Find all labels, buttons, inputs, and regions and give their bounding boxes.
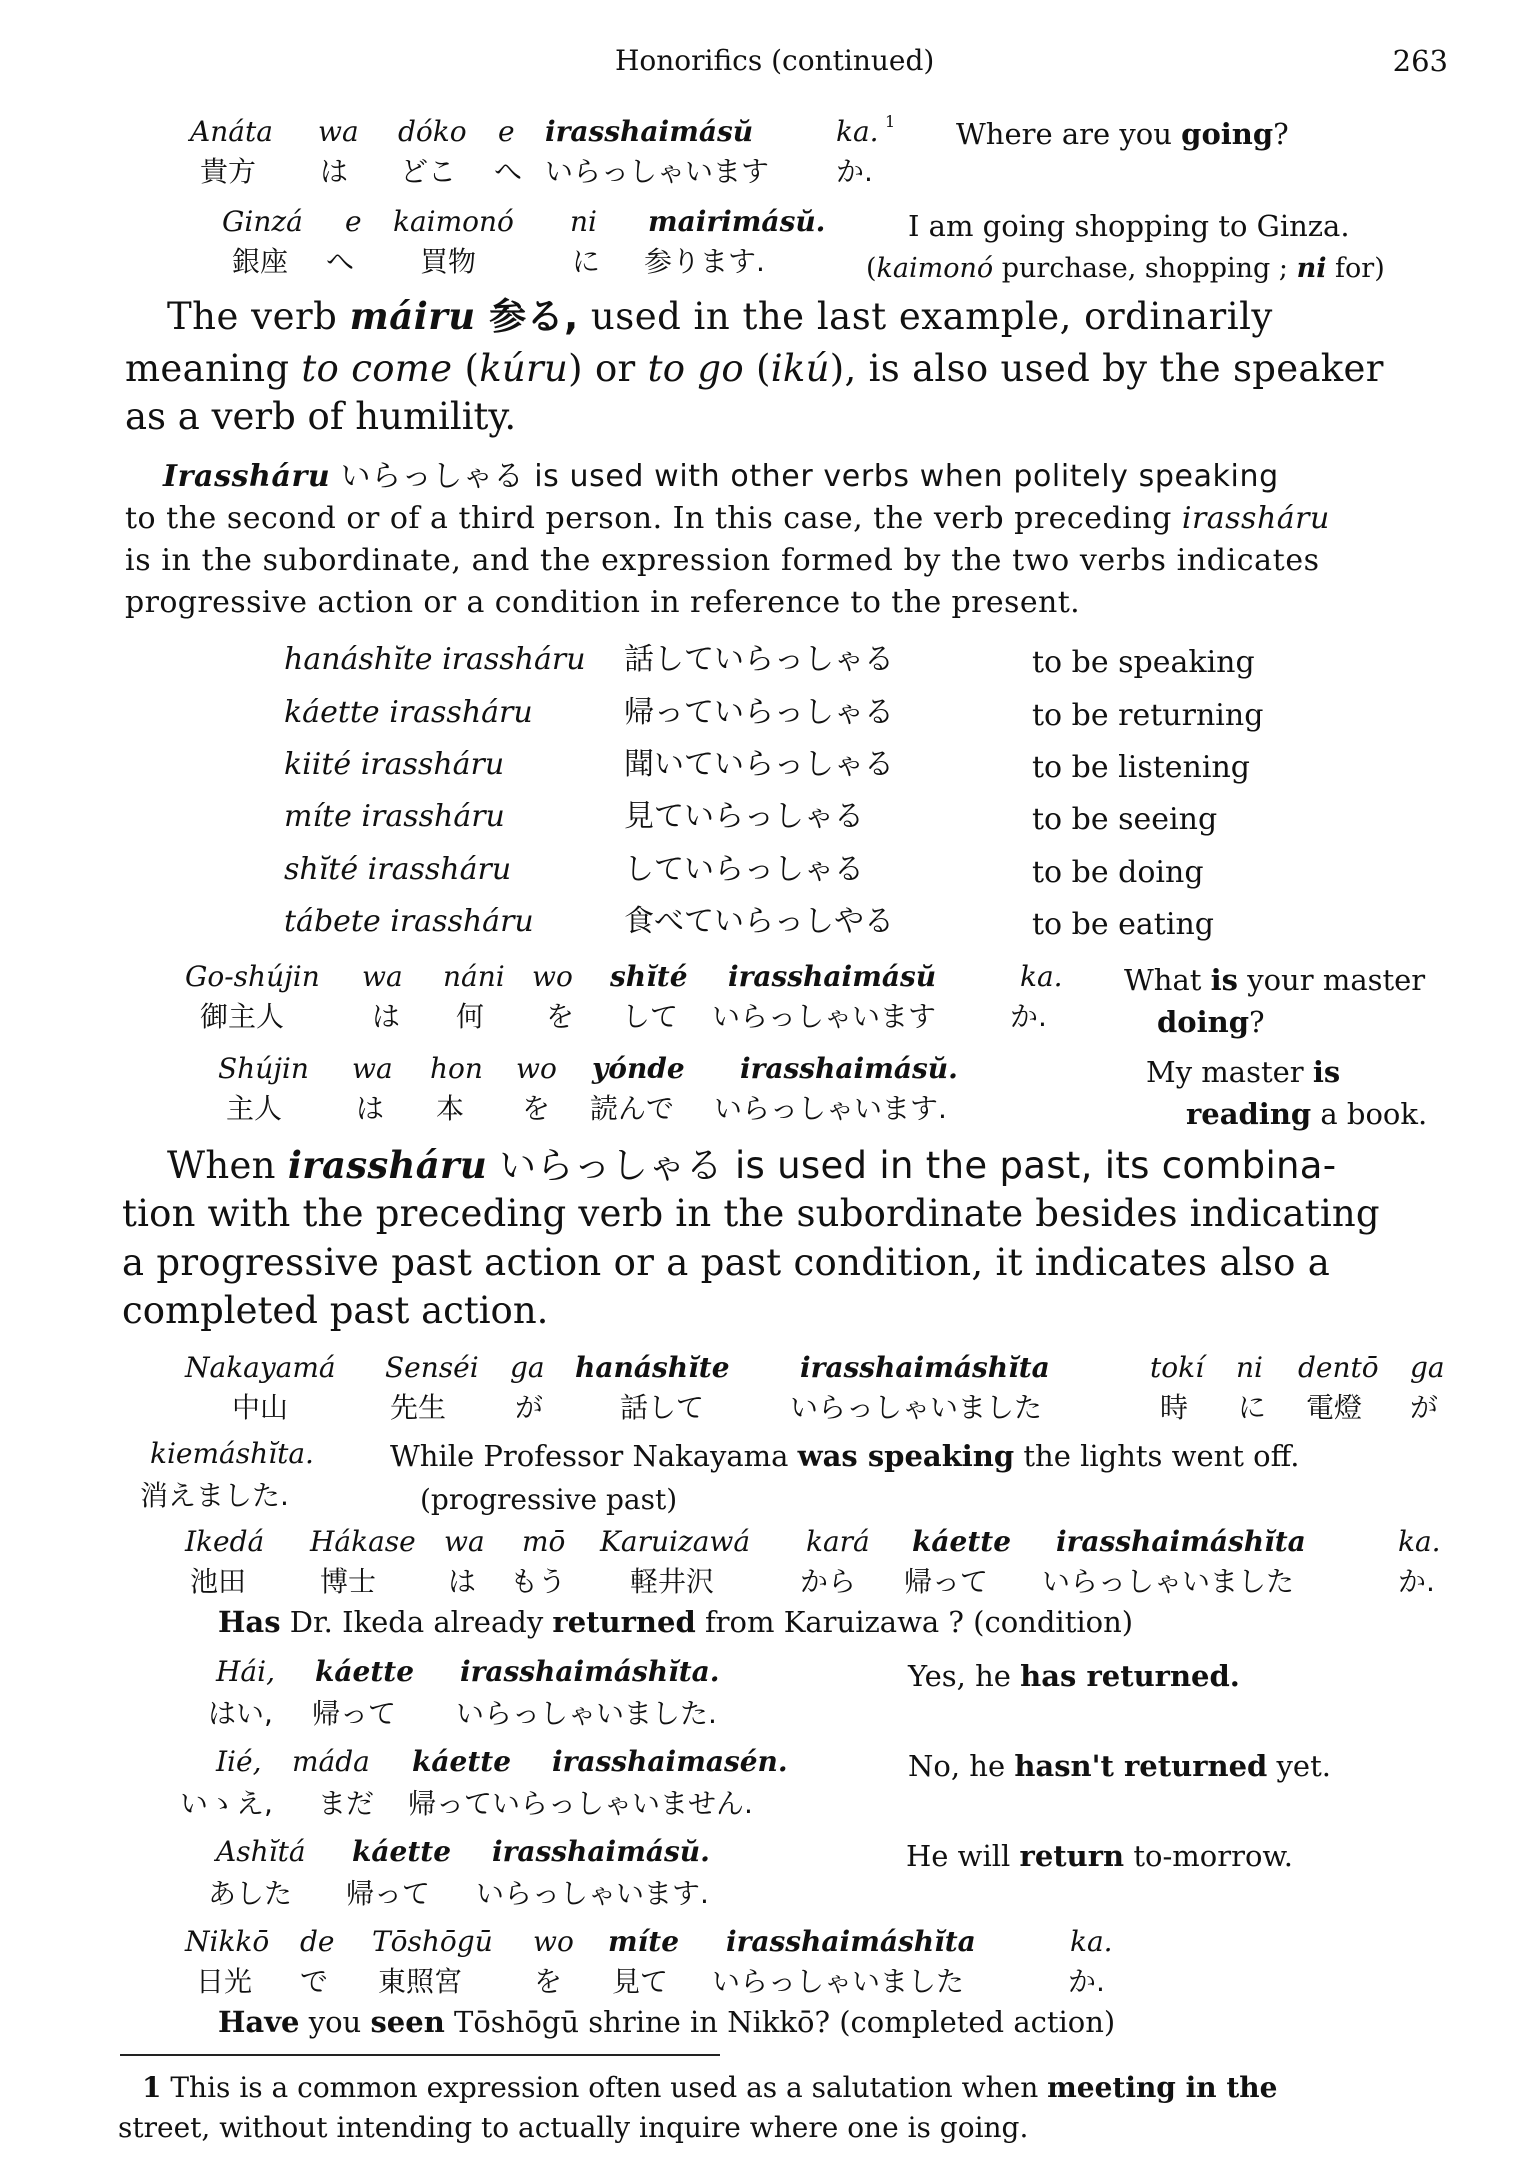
- kana-word: もう: [510, 1565, 567, 1598]
- kana-word: いらっしゃいました: [790, 1391, 1043, 1424]
- romaji-word: Karuizawá: [600, 1525, 751, 1558]
- romaji-word: tokí: [1150, 1351, 1205, 1384]
- romaji-word: irasshaimásŭ.: [740, 1052, 958, 1085]
- footnote-ref: 1: [885, 112, 896, 131]
- kana-word: が: [515, 1391, 544, 1424]
- kana-word: 本: [436, 1092, 465, 1125]
- kana-word: か.: [1010, 1000, 1047, 1033]
- english-cell: to be seeing: [1032, 802, 1218, 837]
- kana-word: 主人: [226, 1092, 283, 1125]
- kana-word: 中山: [232, 1391, 289, 1424]
- romaji-word: dentō: [1298, 1351, 1379, 1384]
- romaji-word: míte: [608, 1925, 680, 1958]
- paragraph-line: The verb máiru 参る, used in the last example, ordinarily: [167, 294, 1273, 338]
- paragraph-line: is in the subordinate, and the expression formed by the two verbs indicates: [125, 543, 1320, 578]
- kana-word: 貴方: [200, 155, 257, 188]
- running-header: [0, 44, 1518, 84]
- kana-cell: 見ていらっしゃる: [624, 799, 864, 834]
- romaji-word: Go-shújin: [185, 960, 320, 993]
- english-cell: to be returning: [1032, 698, 1264, 733]
- romaji-word: ni: [570, 205, 597, 238]
- romaji-cell: shĭté irassháru: [284, 852, 512, 887]
- romaji-word: ga: [510, 1351, 545, 1384]
- kana-cell: していらっしゃる: [624, 852, 864, 887]
- kana-word: 池田: [190, 1565, 247, 1598]
- english-gloss: My master is: [1146, 1055, 1341, 1089]
- romaji-cell: tábete irassháru: [284, 904, 534, 939]
- usage-note: (progressive past): [420, 1483, 678, 1516]
- romaji-word: Ashĭtá: [216, 1835, 306, 1868]
- kana-word: から: [800, 1565, 857, 1598]
- kana-word: 帰って: [312, 1697, 397, 1730]
- english-cell: to be listening: [1032, 750, 1250, 785]
- romaji-word: irasshaimásŭ: [728, 960, 937, 993]
- paragraph-line: completed past action.: [122, 1289, 549, 1332]
- kana-word: 東照宮: [378, 1965, 463, 1998]
- english-gloss: While Professor Nakayama was speaking the lights went off.: [390, 1439, 1300, 1473]
- page-number: 263: [1392, 44, 1448, 78]
- romaji-word: irasshaimasén.: [552, 1745, 788, 1778]
- kana-word: 見て: [612, 1965, 669, 1998]
- kana-word: は: [372, 1000, 401, 1033]
- romaji-word: irasshaimáshĭta: [726, 1925, 976, 1958]
- kana-word: いゝえ,: [180, 1787, 273, 1820]
- romaji-word: wo: [532, 960, 573, 993]
- kana-word: 読んで: [590, 1092, 675, 1125]
- kana-word: 話して: [620, 1391, 705, 1424]
- paragraph-line: Irassháru いらっしゃる is used with other verbs when politely speaking: [163, 459, 1279, 494]
- english-cell: to be eating: [1032, 907, 1214, 942]
- romaji-word: shĭté: [610, 960, 688, 993]
- kana-word: を: [546, 1000, 575, 1033]
- header-title: Honorifics (continued): [615, 44, 935, 77]
- kana-word: 御主人: [200, 1000, 285, 1033]
- kana-word: 電燈: [1306, 1391, 1363, 1424]
- kana-word: いらっしゃいます: [545, 155, 770, 188]
- romaji-word: Ginzá: [222, 205, 303, 238]
- romaji-word: wo: [533, 1925, 574, 1958]
- kana-word: 日光: [196, 1965, 253, 1998]
- kana-word: 消えました.: [140, 1479, 289, 1512]
- kana-word: 買物: [420, 245, 477, 278]
- english-gloss: Yes, he has returned.: [908, 1659, 1240, 1693]
- kana-word: 何: [456, 1000, 485, 1033]
- romaji-word: kará: [806, 1525, 870, 1558]
- english-cell: to be speaking: [1032, 645, 1255, 680]
- romaji-word: máda: [292, 1745, 370, 1778]
- romaji-word: Hái,: [216, 1655, 275, 1688]
- kana-word: 銀座: [232, 245, 289, 278]
- kana-word: いらっしゃいます: [712, 1000, 937, 1033]
- footnote-line: street, without intending to actually inquire where one is going.: [118, 2111, 1029, 2144]
- paragraph-line: a progressive past action or a past condition, it indicates also a: [122, 1241, 1331, 1284]
- kana-cell: 聞いていらっしゃる: [624, 747, 894, 782]
- kana-word: あした: [208, 1877, 293, 1910]
- kana-word: に: [572, 245, 601, 278]
- footnote-line: 1 This is a common expression often used as a salutation when meeting in the: [142, 2071, 1278, 2104]
- kana-word: 軽井沢: [630, 1565, 715, 1598]
- paragraph-line: as a verb of humility.: [125, 395, 517, 438]
- romaji-word: ka.: [836, 115, 879, 148]
- romaji-word: ka.: [1070, 1925, 1113, 1958]
- kana-word: で: [300, 1965, 329, 1998]
- romaji-word: káette: [912, 1525, 1012, 1558]
- paragraph-line: When irassháru いらっしゃる is used in the past, its combina-: [167, 1143, 1337, 1187]
- kana-word: いらっしゃいました.: [456, 1697, 717, 1730]
- romaji-word: káette: [352, 1835, 452, 1868]
- romaji-word: Senséi: [385, 1351, 479, 1384]
- romaji-word: wo: [516, 1052, 557, 1085]
- kana-word: 時: [1160, 1391, 1189, 1424]
- romaji-word: ka.: [1398, 1525, 1441, 1558]
- romaji-word: wa: [352, 1052, 393, 1085]
- romaji-cell: míte irassháru: [284, 799, 505, 834]
- kana-word: 先生: [390, 1391, 447, 1424]
- kana-word: 参ります.: [644, 245, 765, 278]
- kana-word: は: [356, 1092, 385, 1125]
- kana-word: を: [522, 1092, 551, 1125]
- romaji-word: yónde: [592, 1052, 685, 1085]
- english-gloss: Where are you going?: [956, 117, 1289, 151]
- romaji-word: mō: [522, 1525, 566, 1558]
- romaji-word: ni: [1236, 1351, 1263, 1384]
- kana-word: どこ: [400, 155, 457, 188]
- romaji-word: náni: [443, 960, 505, 993]
- english-gloss: He will return to-morrow.: [906, 1839, 1293, 1873]
- kana-word: 帰っていらっしゃいません.: [408, 1787, 753, 1820]
- romaji-word: Anáta: [190, 115, 273, 148]
- romaji-word: hon: [430, 1052, 483, 1085]
- romaji-word: Iié,: [216, 1745, 262, 1778]
- english-gloss: doing?: [1157, 1005, 1265, 1039]
- kana-word: はい,: [208, 1697, 273, 1730]
- kana-word: いらっしゃいます.: [714, 1092, 947, 1125]
- paragraph-line: progressive action or a condition in reference to the present.: [125, 585, 1081, 620]
- romaji-word: kiemáshĭta.: [150, 1437, 314, 1470]
- romaji-word: káette: [412, 1745, 512, 1778]
- paragraph-line: tion with the preceding verb in the subordinate besides indicating: [122, 1192, 1380, 1235]
- romaji-word: wa: [362, 960, 403, 993]
- english-gloss: No, he hasn't returned yet.: [908, 1749, 1331, 1783]
- kana-word: か.: [1398, 1565, 1435, 1598]
- romaji-cell: kiité irassháru: [284, 747, 505, 782]
- romaji-word: irasshaimásŭ: [545, 115, 754, 148]
- romaji-word: Hákase: [310, 1525, 416, 1558]
- kana-word: 博士: [320, 1565, 377, 1598]
- kana-word: いらっしゃいました: [712, 1965, 965, 1998]
- kana-word: いらっしゃいました: [1042, 1565, 1295, 1598]
- romaji-word: Nakayamá: [185, 1351, 336, 1384]
- romaji-word: de: [300, 1925, 335, 1958]
- kana-cell: 帰っていらっしゃる: [624, 695, 894, 730]
- kana-word: は: [320, 155, 349, 188]
- romaji-cell: hanáshĭte irassháru: [284, 642, 586, 677]
- romaji-word: ka.: [1020, 960, 1063, 993]
- romaji-word: ga: [1410, 1351, 1445, 1384]
- kana-word: まだ: [318, 1787, 375, 1820]
- kana-word: を: [534, 1965, 563, 1998]
- kana-word: へ: [494, 155, 523, 188]
- kana-word: して: [622, 1000, 679, 1033]
- romaji-word: wa: [444, 1525, 485, 1558]
- kana-word: いらっしゃいます.: [476, 1877, 709, 1910]
- romaji-word: Nikkō: [185, 1925, 270, 1958]
- english-gloss: I am going shopping to Ginza.: [908, 209, 1350, 243]
- paragraph-line: meaning to come (kúru) or to go (ikú), is also used by the speaker: [125, 347, 1384, 390]
- word-gloss: (kaimonó purchase, shopping ; ni for): [866, 253, 1385, 284]
- romaji-word: wa: [318, 115, 359, 148]
- english-cell: to be doing: [1032, 855, 1204, 890]
- kana-word: が: [1410, 1391, 1439, 1424]
- paragraph-line: to the second or of a third person. In this case, the verb preceding irassháru: [125, 501, 1330, 536]
- romaji-word: Tōshōgū: [372, 1925, 493, 1958]
- kana-word: 帰って: [904, 1565, 989, 1598]
- romaji-word: mairimásŭ.: [648, 205, 826, 238]
- romaji-word: kaimonó: [393, 205, 514, 238]
- kana-word: へ: [326, 245, 355, 278]
- romaji-word: irasshaimásŭ.: [492, 1835, 710, 1868]
- kana-word: か.: [836, 155, 873, 188]
- romaji-word: e: [498, 115, 515, 148]
- romaji-word: irasshaimáshĭta: [800, 1351, 1050, 1384]
- kana-word: は: [448, 1565, 477, 1598]
- kana-word: 帰って: [346, 1877, 431, 1910]
- footnote-divider: [120, 2054, 720, 2056]
- kana-word: に: [1238, 1391, 1267, 1424]
- romaji-word: e: [345, 205, 362, 238]
- english-gloss: What is your master: [1124, 963, 1426, 997]
- romaji-word: hanáshĭte: [575, 1351, 730, 1384]
- kana-cell: 食べていらっしやる: [624, 904, 894, 939]
- english-gloss: reading a book.: [1186, 1097, 1428, 1131]
- english-gloss: Has Dr. Ikeda already returned from Karuizawa ? (condition): [218, 1605, 1134, 1639]
- romaji-word: Shújin: [218, 1052, 309, 1085]
- romaji-word: dóko: [398, 115, 467, 148]
- kana-word: か.: [1068, 1965, 1105, 1998]
- romaji-word: irasshaimáshĭta.: [460, 1655, 720, 1688]
- romaji-word: irasshaimáshĭta: [1056, 1525, 1306, 1558]
- romaji-word: káette: [315, 1655, 415, 1688]
- romaji-cell: káette irassháru: [284, 695, 533, 730]
- romaji-word: Ikedá: [185, 1525, 265, 1558]
- english-gloss: Have you seen Tōshōgū shrine in Nikkō? (completed action): [218, 2005, 1116, 2039]
- kana-cell: 話していらっしゃる: [624, 642, 894, 677]
